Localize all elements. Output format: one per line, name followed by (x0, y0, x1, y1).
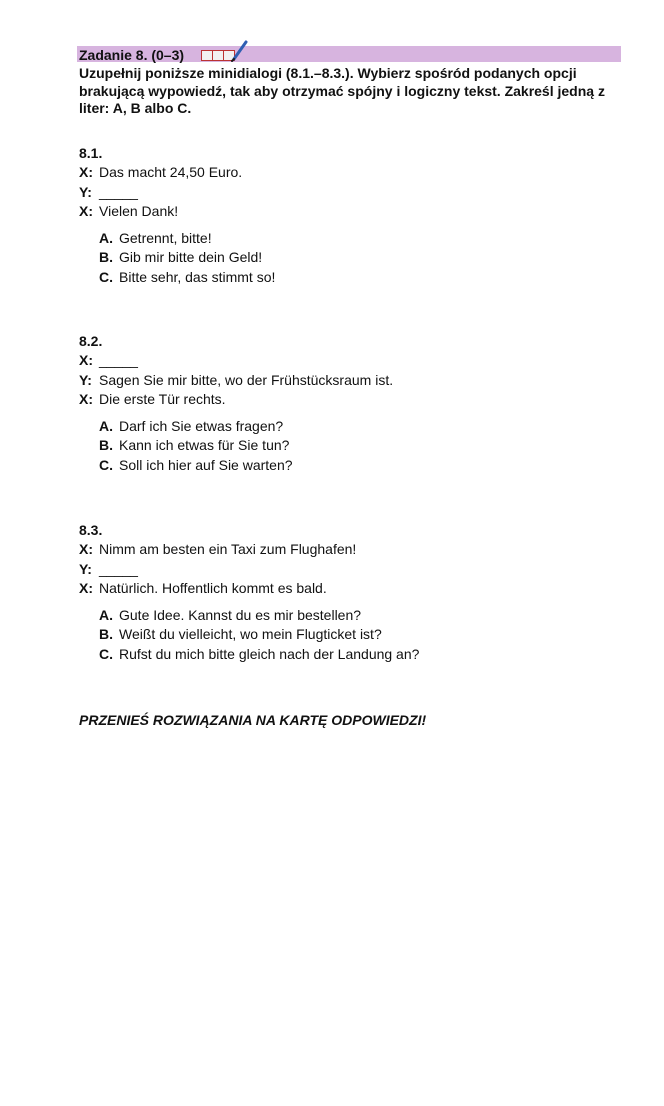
option-text: Darf ich Sie etwas fragen? (119, 417, 284, 434)
dialog-line (79, 183, 639, 203)
options-list (79, 606, 639, 665)
dialog-number: 8.3. (79, 522, 103, 538)
option-letter: B. (99, 626, 113, 643)
dialog-text: Die erste Tür rechts. (99, 391, 226, 407)
dialog-8-3 (79, 520, 639, 665)
speaker-label: X: (79, 164, 93, 180)
speaker-label: X: (79, 580, 93, 596)
transfer-answers-note: PRZENIEŚ ROZWIĄZANIA NA KARTĘ ODPOWIEDZI! (79, 712, 427, 728)
speaker-label: X: (79, 391, 93, 407)
dialog-line (79, 351, 639, 371)
dialog-text: Vielen Dank! (99, 203, 179, 219)
pencil-icon (201, 40, 249, 62)
speaker-label: Y: (79, 560, 92, 577)
dialog-line (79, 560, 639, 580)
option-c[interactable] (99, 268, 639, 288)
options-list (79, 229, 639, 288)
option-letter: A. (99, 417, 113, 434)
option-letter: A. (99, 606, 113, 623)
option-text: Bitte sehr, das stimmt so! (119, 269, 276, 286)
option-c[interactable] (99, 645, 639, 665)
dialog-text: Das macht 24,50 Euro. (99, 164, 243, 180)
speaker-label: X: (79, 203, 93, 219)
option-text: Rufst du mich bitte gleich nach der Landung an? (119, 646, 420, 663)
option-letter: C. (99, 646, 113, 663)
option-letter: B. (99, 437, 113, 454)
option-letter: C. (99, 457, 113, 474)
dialog-text: Nimm am besten ein Taxi zum Flughafen! (99, 541, 357, 557)
option-b[interactable] (99, 436, 639, 456)
option-b[interactable] (99, 625, 639, 645)
dialog-number: 8.1. (79, 145, 103, 161)
speaker-label: X: (79, 541, 93, 557)
dialog-line (79, 540, 639, 560)
dialog-line (79, 202, 639, 222)
options-list (79, 417, 639, 476)
option-letter: C. (99, 269, 113, 286)
task-instruction: Uzupełnij poniższe minidialogi (8.1.–8.3.). Wybierz spośród podanych opcji brakującą wypowiedź, tak aby otrzymać spójny i logiczny tekst. Zakreśl jedną z liter: A, B albo C. (79, 65, 605, 116)
dialog-line (79, 390, 639, 410)
option-a[interactable] (99, 606, 639, 626)
option-text: Kann ich etwas für Sie tun? (119, 437, 290, 454)
dialog-number: 8.2. (79, 333, 103, 349)
option-text: Weißt du vielleicht, wo mein Flugticket ist? (119, 626, 382, 643)
speaker-label: Y: (79, 183, 92, 200)
option-text: Soll ich hier auf Sie warten? (119, 457, 293, 474)
score-boxes (201, 40, 249, 62)
option-letter: B. (99, 249, 113, 266)
option-text: Gib mir bitte dein Geld! (119, 249, 263, 266)
answer-blank: _____ (99, 352, 138, 368)
speaker-label: Y: (79, 371, 92, 388)
dialog-text: Sagen Sie mir bitte, wo der Frühstücksraum ist. (99, 371, 394, 388)
dialog-line (79, 163, 639, 183)
dialog-8-1 (79, 143, 639, 288)
option-letter: A. (99, 229, 113, 246)
answer-blank: _____ (99, 183, 138, 200)
dialog-line (79, 371, 639, 391)
answer-blank: _____ (99, 560, 138, 577)
dialog-8-2 (79, 331, 639, 476)
task-title: Zadanie 8. (0–3) (79, 47, 185, 63)
option-a[interactable] (99, 417, 639, 437)
option-text: Gute Idee. Kannst du es mir bestellen? (119, 606, 362, 623)
speaker-label: X: (79, 352, 93, 368)
option-c[interactable] (99, 456, 639, 476)
dialog-text: Natürlich. Hoffentlich kommt es bald. (99, 580, 327, 596)
option-b[interactable] (99, 248, 639, 268)
option-a[interactable] (99, 229, 639, 249)
option-text: Getrennt, bitte! (119, 229, 212, 246)
dialog-line (79, 579, 639, 599)
